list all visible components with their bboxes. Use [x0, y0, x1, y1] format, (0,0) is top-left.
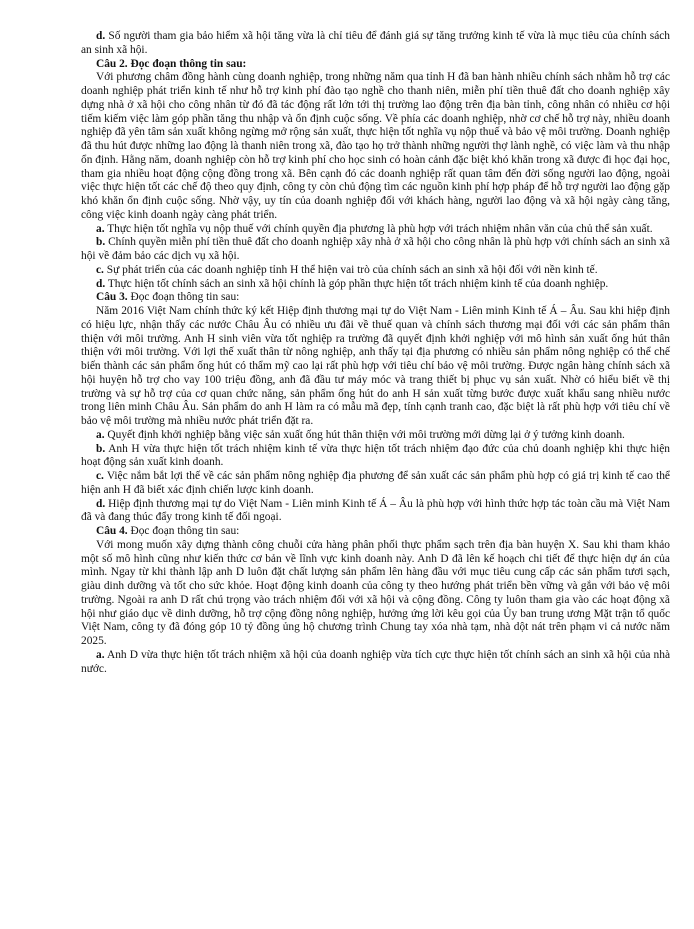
- q3-heading: [81, 291, 670, 305]
- option-text: Quyết định khởi nghiệp bằng việc sản xuất ống hút thân thiện với môi trường mới dừng lại ở ý tưởng kinh doanh.: [107, 428, 625, 441]
- q2-passage: Với phương châm đồng hành cùng doanh nghiệp, trong những năm qua tỉnh H đã ban hành nhiều chính sách nhằm hỗ trợ các doanh nghiệp phát triển kinh tế như hỗ trợ kinh phí đào tạo nghề cho thanh niên, miễn phí tiền thuê đất cho doanh nghiệp xây dựng nhà ở xã hội cho công nhân từ đó đã tác động rất lớn tới thị trường lao động trên địa bàn tỉnh, công nhân có nhiều cơ hội tiếm kiếm việc làm góp phần tăng thu nhập và ổn định cuộc sống. Về phía các doanh nghiệp, nhờ cơ chế hỗ trợ này, nhiều doanh nghiệp đã yên tâm sản xuất không ngừng mở rộng sản xuất, thực hiện tốt nghĩa vụ nộp thuế và bảo vệ môi trường. Doanh nghiệp đã thu hút được những lao động là thanh niên trong xã, đào tạo họ trở thành những người thợ lành nghề, có việc làm và thu nhập ổn định. Hằng năm, doanh nghiệp còn hỗ trợ kinh phí cho học sinh có hoàn cảnh đặc biệt khó khăn trong xã được đi học đại học, tham gia nhiều hoạt động cộng đồng trong xã. Bên cạnh đó các doanh nghiệp rất quan tâm đến đời sống người lao động, ngoài việc thực hiện tốt các chế độ theo quy định, công ty còn chủ động tìm các nguồn kinh phí hợp pháp để hỗ trợ người lao động gặp khó khăn ổn định cuộc sống. Nhờ vậy, uy tín của doanh nghiệp đối với khách hàng, người lao động và xã hội ngày càng tăng, công việc kinh doanh ngày càng phát triển.: [81, 71, 670, 221]
- q2-option-a: [81, 223, 670, 237]
- option-label: d.: [96, 30, 106, 42]
- option-text: Thực hiện tốt nghĩa vụ nộp thuế với chính quyền địa phương là phù hợp với trách nhiệm nhân văn của chủ thể sản xuất.: [107, 222, 653, 235]
- q4-heading-number: Câu 4.: [96, 525, 128, 537]
- option-text: Anh H vừa thực hiện tốt trách nhiệm kinh tế vừa thực hiện tốt trách nhiệm đạo đức của chủ doanh nghiệp khi thực hiện hoạt động sản xuất kinh doanh.: [81, 442, 670, 469]
- option-text: Thực hiện tốt chính sách an sinh xã hội chính là góp phần thực hiện tốt trách nhiệm kinh tế của doanh nghiệp.: [107, 277, 609, 290]
- q1-option-d: [81, 30, 670, 58]
- q4-heading: [81, 525, 670, 539]
- option-label: d.: [96, 497, 106, 510]
- q3-heading-text: Đọc đoạn thông tin sau:: [130, 291, 240, 304]
- option-label: b.: [96, 442, 106, 455]
- q3-heading-number: Câu 3.: [96, 291, 128, 304]
- q4-option-a: [81, 649, 670, 677]
- option-text: Anh D vừa thực hiện tốt trách nhiệm xã hội của doanh nghiệp vừa tích cực thực hiện tốt chính sách an sinh xã hội của nhà nước.: [81, 648, 671, 675]
- option-text: Chính quyền miễn phí tiền thuê đất cho doanh nghiệp xây nhà ở xã hội cho công nhân là phù hợp với chính sách an sinh xã hội về đảm bảo các dịch vụ xã hội.: [81, 236, 670, 262]
- option-label: b.: [96, 236, 106, 249]
- q2-option-b: [81, 236, 670, 264]
- q4-heading-text: Đọc đoạn thông tin sau:: [130, 525, 240, 537]
- q3-option-d: [81, 498, 670, 526]
- option-label: c.: [96, 470, 104, 482]
- option-label: a.: [96, 648, 105, 661]
- option-text: Số người tham gia bảo hiểm xã hội tăng vừa là chỉ tiêu để đánh giá sự tăng trưởng kinh tế vừa là mục tiêu của chính sách an sinh xã hội.: [81, 30, 670, 56]
- option-label: d.: [96, 277, 106, 290]
- option-text: Việc nắm bắt lợi thế về các sản phẩm nông nghiệp địa phương để sản xuất các sản phẩm phù hợp có giá trị kinh tế cao thể hiện anh H đã biết xác định chiến lược kinh doanh.: [81, 470, 670, 496]
- option-text: Sự phát triển của các doanh nghiệp tỉnh H thể hiện vai trò của chính sách an sinh xã hội đối với nền kinh tế.: [106, 263, 598, 276]
- q3-option-c: [81, 470, 670, 498]
- q3-passage: Năm 2016 Việt Nam chính thức ký kết Hiệp định thương mại tự do Việt Nam - Liên minh Kinh tế Á – Âu. Sau khi hiệp định có hiệu lực, nhận thấy các nước Châu Âu có nhiều ưu đãi về thuế quan và chính sách thương mại đối với các sản phẩm thân thiện với môi trường. Anh H sinh viên vừa tốt nghiệp ra trường đã quyết định khởi nghiệp với mô hình sản xuất ống hút thân thiện với môi trường. Với lợi thế xuất thân từ nông nghiệp, anh thấy tại địa phương có nhiều sản phẩm nông nghiệp có thể chế biến thành các sản phẩm ống hút có thẩm mỹ cao lại rất phù hợp với tiêu chí bảo vệ môi trường. Được ngân hàng chính sách xã hội huyện hỗ trợ cho vay 100 triệu đồng, anh đã đầu tư máy móc và trang thiết bị phục vụ sản xuất. Nhờ có hiểu biết về thị trường và sự hỗ trợ của cơ quan chức năng, sản phẩm ống hút do anh H sản xuất từng bước được xuất khẩu sang nhiều nước trong liên minh Châu Âu. Sản phẩm do anh H làm ra có mẫu mã đẹp, tính cạnh tranh cao, đặc biệt là rất phù hợp với tiêu chí về bảo vệ môi trường mà nhiều nước phát triển đặt ra.: [81, 305, 670, 427]
- option-label: a.: [96, 428, 105, 441]
- q3-option-a: [81, 429, 670, 443]
- q2-heading: Câu 2. Đọc đoạn thông tin sau:: [96, 57, 247, 70]
- q2-option-c: [81, 264, 670, 278]
- q4-passage: Với mong muốn xây dựng thành công chuỗi cửa hàng phân phối thực phẩm sạch trên địa bàn huyện X. Sau khi tham khảo một số mô hình cũng như kiến thức cơ bản về lĩnh vực kinh doanh này. Anh D đã lên kế hoạch chi tiết để thực hiện dự án của mình. Ngay từ khi thành lập anh D luôn đặt chất lượng sản phẩm lên hàng đầu với mục tiêu cung cấp các sản phẩm tươi sạch, giàu dinh dưỡng và tốt cho sức khỏe. Hoạt động kinh doanh của công ty theo hướng phát triển bền vững và gắn với bảo vệ môi trường. Ngoài ra anh D rất chú trọng vào trách nhiệm đối với xã hội và cộng đồng. Công ty luôn tham gia vào các hoạt động xã hội như giáo dục về dinh dưỡng, hỗ trợ cộng đồng nông nghiệp, hưởng ứng lời kêu gọi của Ủy ban trung ương Mặt trận tổ quốc Việt Nam, công ty đã đóng góp 10 tỷ đồng ủng hộ chương trình Chung tay xóa nhà tạm, nhà dột nát trên phạm vi cả nước năm 2025.: [81, 538, 670, 647]
- q2-option-d: [81, 278, 670, 292]
- option-label: c.: [96, 263, 104, 276]
- option-label: a.: [96, 222, 105, 235]
- q3-option-b: [81, 443, 670, 471]
- option-text: Hiệp định thương mại tự do Việt Nam - Liên minh Kinh tế Á – Âu là phù hợp với hình thức hợp tác toàn cầu mà Việt Nam đã và đang thúc đẩy trong kinh tế đối ngoại.: [81, 497, 670, 524]
